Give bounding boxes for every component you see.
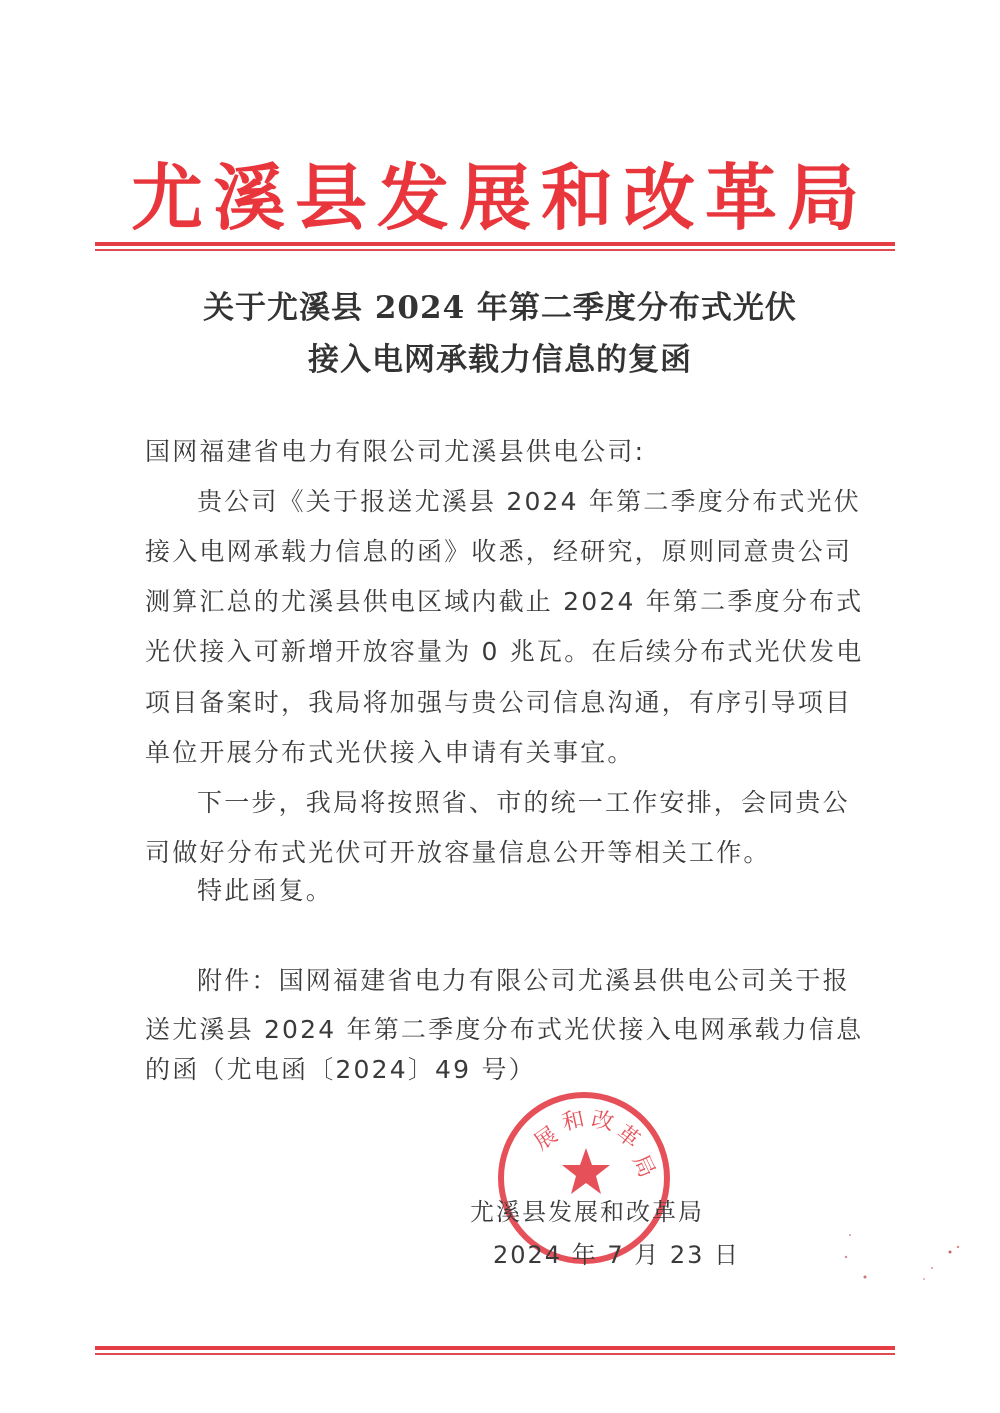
- seal-char: 和: [560, 1106, 587, 1136]
- paragraph-line: 项目备案时，我局将加强与贵公司信息沟通，有序引导项目: [145, 688, 853, 717]
- addressee: 国网福建省电力有限公司尤溪县供电公司:: [145, 437, 646, 466]
- masthead-org-name: 尤溪县发展和改革局: [130, 155, 869, 240]
- paragraph-line: 测算汇总的尤溪县供电区域内截止 2024 年第二季度分布式: [145, 587, 864, 616]
- closing-phrase: 特此函复。: [197, 876, 334, 905]
- scan-noise: [820, 1215, 980, 1305]
- footer-rule-thick: [95, 1346, 895, 1350]
- signature-date: 2024 年 7 月 23 日: [493, 1241, 741, 1269]
- paragraph-line: 接入电网承载力信息的函》收悉，经研究，原则同意贵公司: [145, 537, 853, 566]
- footer-rule-thin: [95, 1353, 895, 1355]
- seal-char: 改: [589, 1106, 616, 1136]
- header-rule-thin: [95, 249, 895, 251]
- paragraph-line: 司做好分布式光伏可开放容量信息公开等相关工作。: [145, 838, 771, 867]
- document-title-line-1: 关于尤溪县 2024 年第二季度分布式光伏: [203, 290, 797, 326]
- seal-char: 革: [611, 1120, 645, 1154]
- paragraph-line: 单位开展分布式光伏接入申请有关事宜。: [145, 738, 635, 767]
- seal-char: 局: [627, 1151, 660, 1182]
- attachment-line: 附件：国网福建省电力有限公司尤溪县供电公司关于报: [197, 966, 850, 995]
- document-title-line-2: 接入电网承载力信息的复函: [308, 342, 692, 378]
- attachment-line: 送尤溪县 2024 年第二季度分布式光伏接入电网承载力信息: [145, 1015, 864, 1044]
- paragraph-line: 贵公司《关于报送尤溪县 2024 年第二季度分布式光伏: [197, 487, 861, 516]
- paragraph-line: 光伏接入可新增开放容量为 0 兆瓦。在后续分布式光伏发电: [145, 637, 864, 666]
- seal-char: 展: [529, 1122, 563, 1156]
- header-rule-thick: [95, 242, 895, 246]
- signature-issuer: 尤溪县发展和改革局: [470, 1198, 704, 1226]
- star-icon: [561, 1146, 611, 1196]
- attachment-line: 的函（尤电函〔2024〕49 号）: [145, 1055, 536, 1084]
- paragraph-line: 下一步，我局将按照省、市的统一工作安排，会同贵公: [197, 788, 850, 817]
